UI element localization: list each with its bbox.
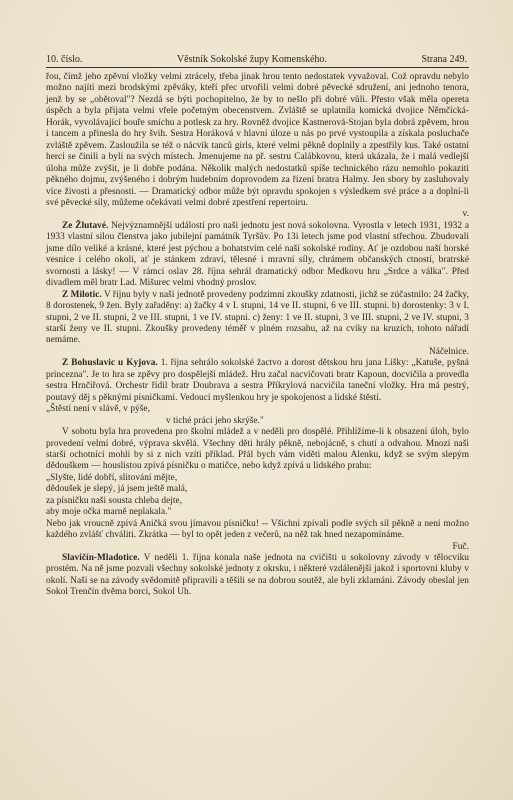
page-number: Strana 249. (421, 54, 467, 65)
section-heading: Slavičín-Mladotice. (62, 553, 140, 564)
paragraph: Slavičín-Mladotice. V neděli 1. října konala naše jednota na cvičišti u sokolovny závody v tělocviku prostém. Na ně jsme pozvali všechny sokolské jednoty z okrsku, i některé vzdálenější jakož i sportovní kluby v okolí. Naši se na závody svědomitě připravili a těšili se na dobrou soutěž, ale byli zklamáni. Závody obeslal jen Sokol Trenčín dvěma borci, Sokol Uh. (46, 553, 469, 598)
journal-title: Věstník Sokolské župy Komenského. (176, 54, 327, 65)
poem-line: dědoušek je slepý, já jsem ještě malá, (46, 484, 188, 495)
poem-line: aby moje očka marně neplakala." (46, 507, 172, 518)
poem-line: za písničku naši sousta chleba dejte, (46, 495, 183, 506)
paragraph: V sobotu byla hra provedena pro školní mládež a v neděli pro dospělé. Přihlížíme-li k obsazení úloh, bylo provedení velmi dobré, výprava skvělá. Všechny děti hrály pěkně, nebojácně, s chutí a odvahou. Mnozí naši starší ochotníci mohli by si z nich vzíti příklad. Přál bych vám viděti malou Alenku, když se svým slepým dědouškem — houslistou zpívá písničku o matičce, nebo když zpívá u lidského prahu: (46, 427, 469, 472)
paragraph: Z Bohuslavic u Kyjova. 1. října sehrálo sokolské žactvo a dorost dětskou hru jana Lišky: „Katuše, pyšná princezna". Je to hra se zpěvy pro dospělejší mládež. Hru začal nacvičovati bratr Kapoun, docvičila a provedla sestra Hrnčířová. Orchestr řídil bratr Doubrava a sestra Příkrylová nacvičila taneční vložky. Hra má pestrý, poutavý děj s pěknými písničkami. Vedoucí myšlenkou hry je spokojenost a lidské štěstí. (46, 358, 469, 403)
section-heading: Ze Žlutavé. (62, 220, 109, 231)
paragraph: Ze Žlutavé. Nejvýznamnější událostí pro naši jednotu jest nová sokolovna. Vyrostla v letech 1931, 1932 a 1933 vlastní silou členstva jako jubilejní památník Tyršův. Po 13i letech jsme pod vlastní střechou. Zbudovali jsme dílo veliké a krásné, které jest pýchou a bohatstvím celé naší sokolské rodiny. Ať je ozdobou naší horské vesnice i celého okolí, ať je stánkem zdraví, tělesné i mravní síly, chrámem občanských ctností, bratrské svornosti a lásky! — V rámci oslav 28. října sehrál dramatický odbor Medkovu hru „Srdce a válka". Před divadlem měl bratr Lad. Mišurec velmi vhodný proslov. (46, 220, 470, 289)
signature: Fuč. (452, 541, 469, 552)
paragraph: Z Milotic. V říjnu byly v naší jednotě provedeny podzimní zkoušky zdatnosti, jichž se zúčastnilo: 24 žačky, 8 dorostenek, 9 žen. Byly zařaděny: a) žačky 4 v I. stupni, 14 ve II. stupni, 6 ve III. stupni. b) dorostenky: 3 v I. stupni, 2 ve II. stupni, 2 ve III. stupni, 1 ve IV. stupni. c) ženy: 1 ve II. stupni, 3 ve III. stupni, 2 ve IV. stupni, 3 starší ženy ve II. stupni. Zkoušky provedeny téměř v plném rozsahu, až na cviky na kruzích, tohoto nářadí nemáme. (46, 289, 469, 346)
paragraph: řou, čímž jeho zpěvní vložky velmi ztrácely, třeba jinak hrou tento nedostatek vyvažoval. Což opravdu nebylo možno najíti mezi brodskými zpěváky, kteří přec utvořili velmi dobré pěvecké sdružení, ani jednoho tenora, jenž by se „obětoval"? Nezdá se býti pochopitelno, že by to nešlo při dobré vůli. Přesto však měla opereta úspěch a byla přijata velmi vřele početným obecenstvem. Zvláště se uplatnila komická dvojice Němčická-Horák, vyvolávající bouře smíchu a potlesk za hry. Rovněž dvojice Kastnerová-Stojan byla dobrá zpěvem, hrou i tancem a přinesla do hry švih. Sestra Horáková v hlavní úloze u nás po prvé vystoupila a získala posluchače zvláště zpěvem. Zasloužila se též o nácvik tanců girls, které velmi pěkně doplnily a zpestřily kus. Také ostatní herci se činili a byli na svých místech. Jmenujeme na př. sestru Calábkovou, která ukázala, že i malá vedlejší úloha může zvýšit, je li dobře podána. Několik malých nedostatků spíše technického rázu nemohlo pokaziti pěkného dojmu, zvýšeného i dobrým hudebním doprovodem za řízení bratra Halmy. Jen sbory by zasluhovaly více živosti a přesnosti. — Dramatický odbor může být opravdu spokojen s výsledkem své práce a a doplní-li své pěvecké síly, můžeme očekávati velmi dobré zpestření repertoiru. (46, 72, 469, 208)
section-heading: Z Milotic. (62, 289, 102, 300)
signature: Náčelnice. (429, 346, 469, 357)
verse-line: „Štěstí není v slávě, v pýše, (46, 404, 150, 415)
verse-line: v tiché práci jeho skrýše." (166, 415, 264, 426)
paragraph: Nebo jak vroucně zpívá Aničká svou jímavou písničku! -- Všichni zpívali podle svých sil pěkně a není možno každého zvlášť chváliti. Zkrátka — byl to opět jeden z večerů, na něž tak hned nezapomínáme. (46, 518, 469, 541)
article-body (46, 72, 469, 599)
signature: v. (462, 209, 469, 220)
section-heading: Z Bohuslavic u Kyjova. (62, 358, 158, 369)
page-header (46, 54, 469, 68)
issue-number: 10. číslo. (46, 54, 83, 65)
poem-line: „Slyšte, lidé dobří, slitování mějte, (46, 472, 178, 483)
